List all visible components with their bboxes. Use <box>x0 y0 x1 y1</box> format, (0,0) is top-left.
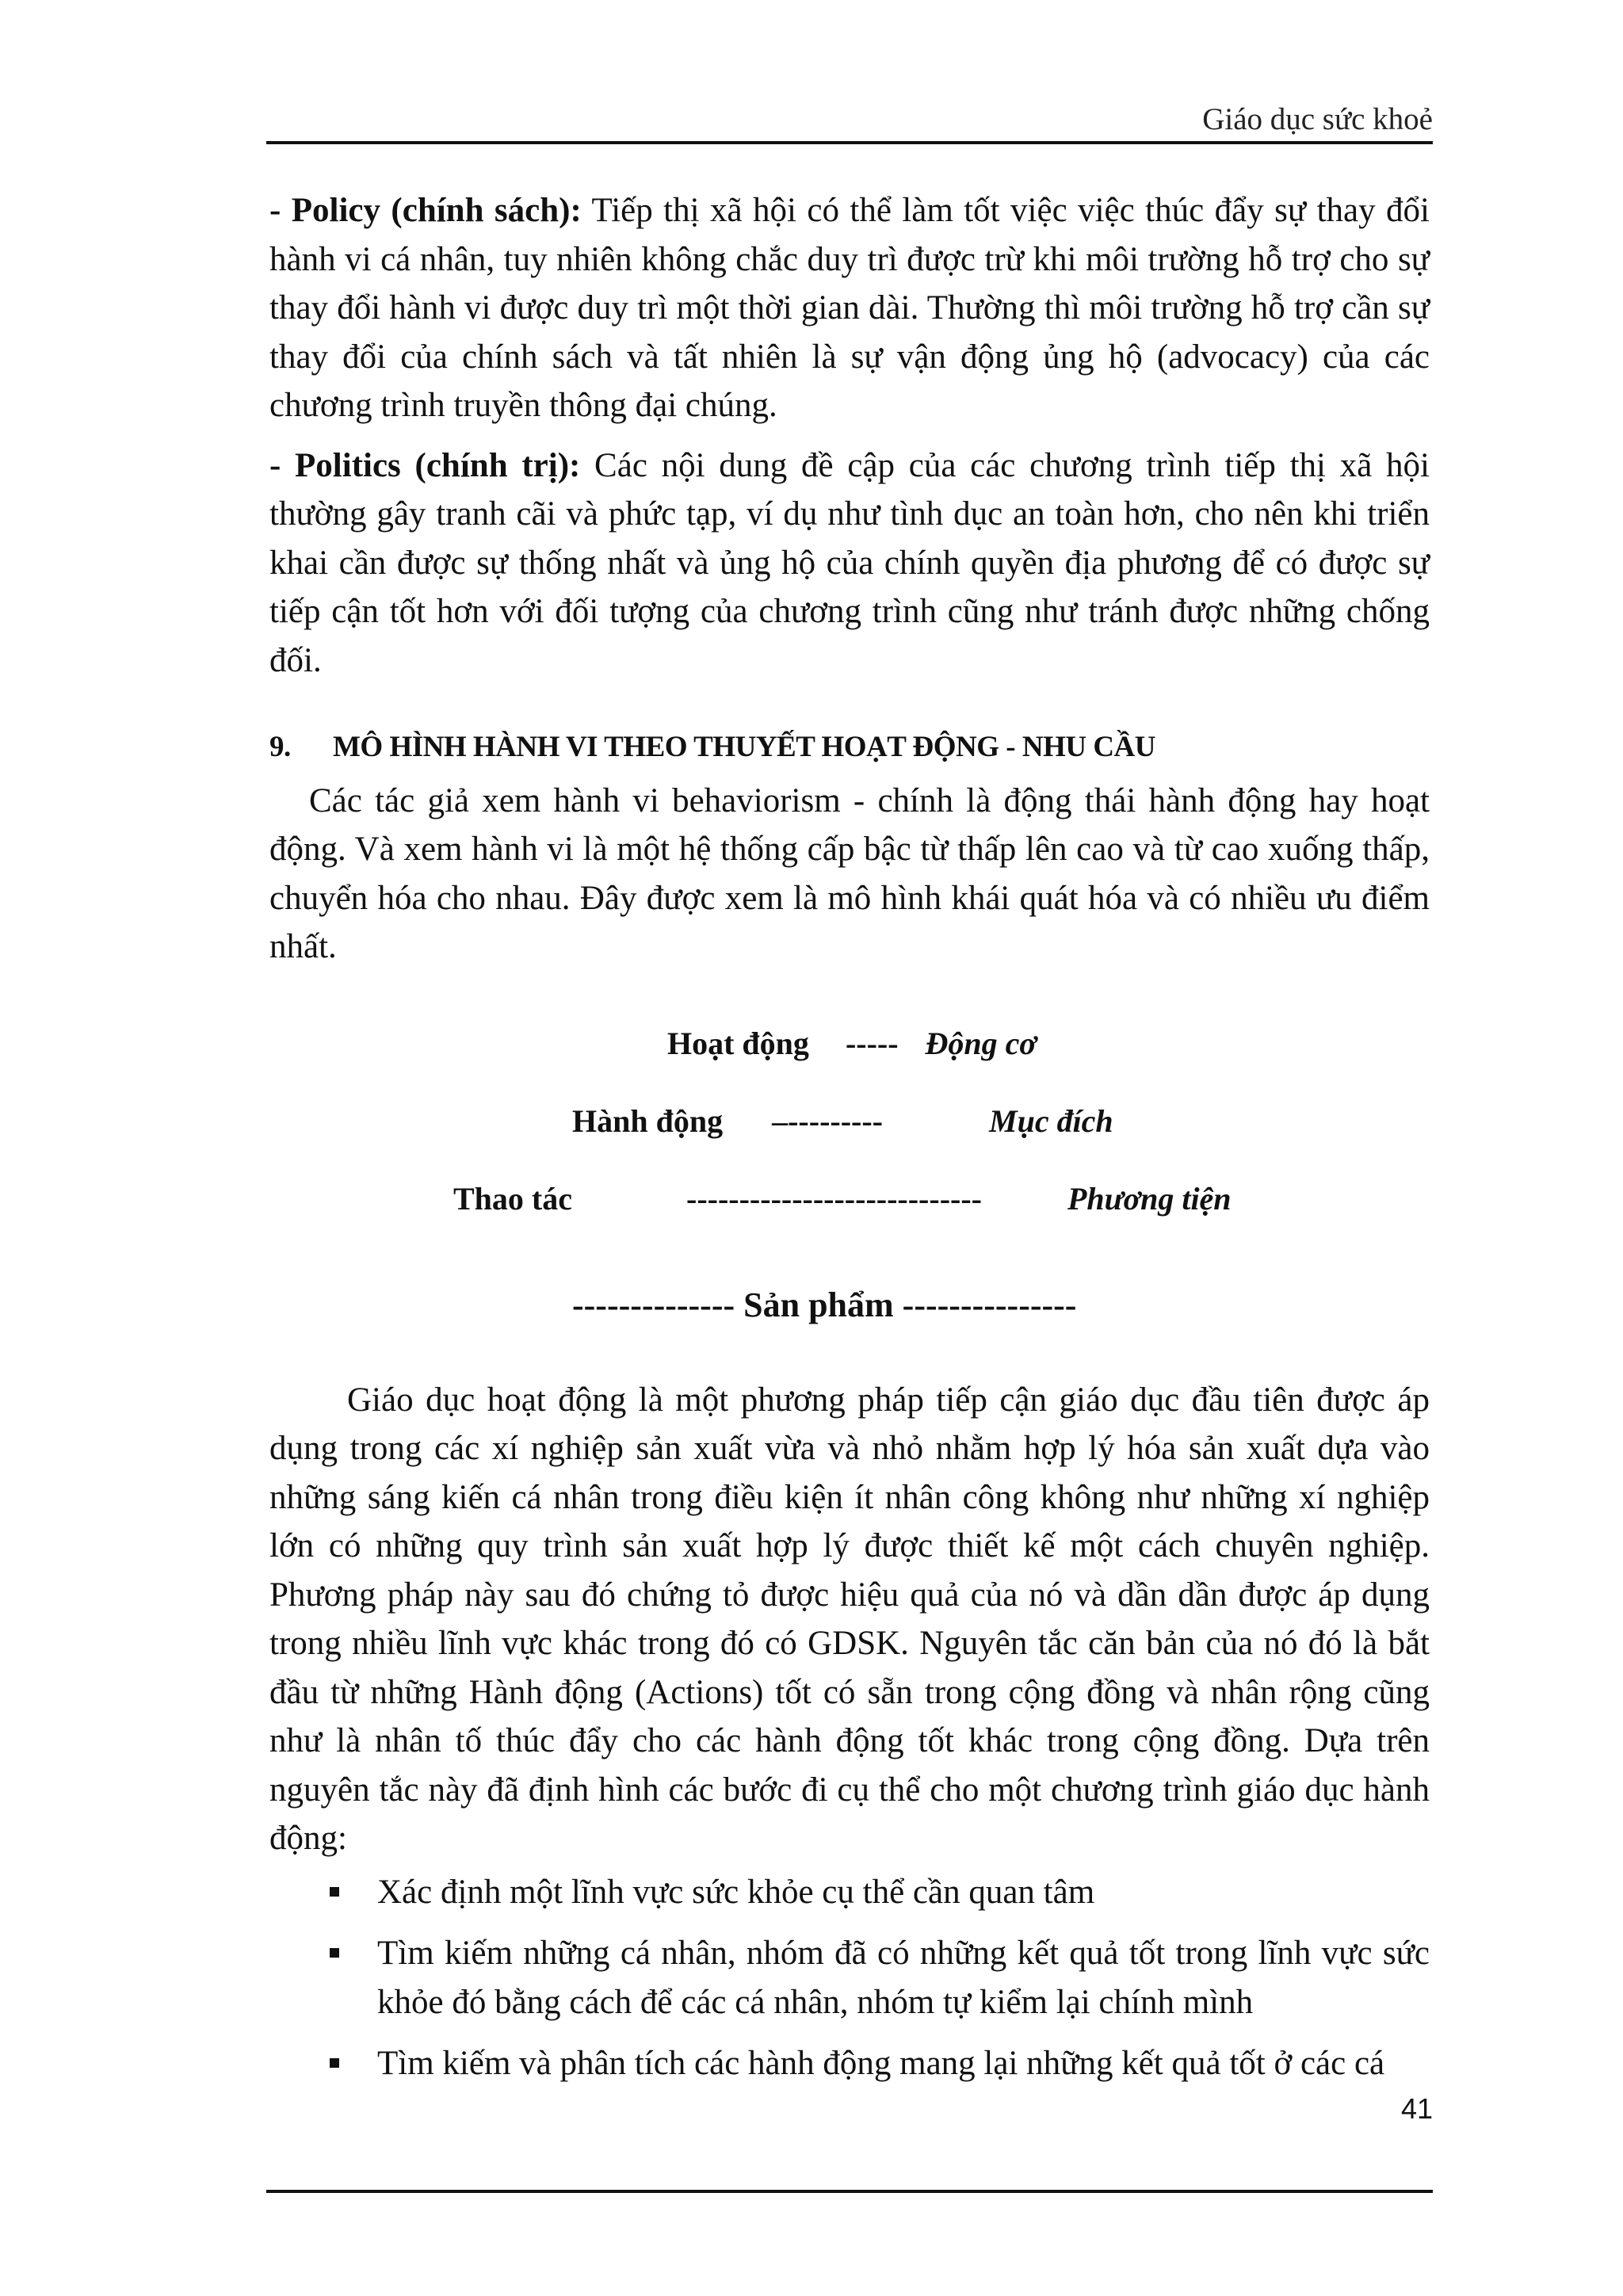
square-bullet-icon <box>330 1887 339 1897</box>
list-item <box>269 2039 1430 2088</box>
section-heading <box>269 723 1430 772</box>
politics-paragraph <box>269 441 1430 686</box>
politics-label: - Politics (chính trị): <box>269 446 581 484</box>
list-item-text: Tìm kiếm những cá nhân, nhóm đã có những kết quả tốt trong lĩnh vực sức khỏe đó bằng cách để các cá nhân, nhóm tự kiểm lại chính mình <box>377 1935 1430 2021</box>
diagram-operation-label: Thao tác <box>453 1180 572 1217</box>
steps-list <box>269 1868 1430 2088</box>
section-title: MÔ HÌNH HÀNH VI THEO THUYẾT HOẠT ĐỘNG - NHU CẦU <box>333 731 1155 763</box>
diagram-action-label: Hành động <box>572 1102 724 1139</box>
diagram-means-label: Phương tiện <box>1067 1180 1232 1217</box>
list-item <box>269 1868 1430 1917</box>
footer-divider <box>266 2190 1433 2193</box>
diagram-goal-label: Mục đích <box>989 1102 1113 1139</box>
policy-label: - Policy (chính sách): <box>269 192 582 229</box>
education-paragraph: Giáo dục hoạt động là một phương pháp tiếp cận giáo dục đầu tiên được áp dụng trong các xí nghiệp sản xuất vừa và nhỏ nhằm hợp lý hóa sản xuất dựa vào những sáng kiến cá nhân trong điều kiện ít nhân công không như những xí nghiệp lớn có những quy trình sản xuất hợp lý được thiết kế một cách chuyên nghiệp. Phương pháp này sau đó chứng tỏ được hiệu quả của nó và dần dần được áp dụng trong nhiều lĩnh vực khác trong đó có GDSK. Nguyên tắc căn bản của nó đó là bắt đầu từ những Hành động (Actions) tốt có sẵn trong cộng đồng và nhân rộng cũng như là nhân tố thúc đẩy cho các hành động tốt khác trong cộng đồng. Dựa trên nguyên tắc này đã định hình các bước đi cụ thể cho một chương trình giáo dục hành động: <box>269 1381 1430 1857</box>
list-item-text: Xác định một lĩnh vực sức khỏe cụ thể cần quan tâm <box>377 1873 1095 1911</box>
diagram-product-line: -------------- Sản phẩm --------------- <box>572 1285 1077 1324</box>
square-bullet-icon <box>330 1948 339 1958</box>
section-number: 9. <box>269 731 291 763</box>
list-item-text: Tìm kiếm và phân tích các hành động mang lại những kết quả tốt ở các cá <box>377 2045 1385 2082</box>
section-intro: Các tác giả xem hành vi behaviorism - chính là động thái hành động hay hoạt động. Và xem hành vi là một hệ thống cấp bậc từ thấp lên cao và từ cao xuống thấp, chuyển hóa cho nhau. Đây được xem là mô hình khái quát hóa và có nhiều ưu điểm nhất. <box>269 781 1430 965</box>
diagram-row-action <box>572 1097 1113 1146</box>
diagram-activity-dashes: ----- <box>845 1025 899 1061</box>
policy-text: Tiếp thị xã hội có thể làm tốt việc việc thúc đẩy sự thay đổi hành vi cá nhân, tuy nhiên không chắc duy trì được trừ khi môi trường hỗ trợ cho sự thay đổi hành vi được duy trì một thời gian dài. Thường thì môi trường hỗ trợ cần sự thay đổi của chính sách và tất nhiên là sự vận động ủng hộ (advocacy) của các chương trình truyền thông đại chúng. <box>269 192 1430 424</box>
diagram-activity-label: Hoạt động <box>667 1025 809 1061</box>
square-bullet-icon <box>330 2058 339 2068</box>
page-number: 41 <box>1400 2092 1433 2125</box>
politics-text: Các nội dung đề cập của các chương trình tiếp thị xã hội thường gây tranh cãi và phức tạp, ví dụ như tình dục an toàn hơn, cho nên khi triển khai cần được sự thống nhất và ủng hộ của chính quyền địa phương để có được sự tiếp cận tốt hơn với đối tượng của chương trình cũng như tránh được những chống đối. <box>269 446 1430 679</box>
diagram-action-dashes: –--------- <box>772 1102 883 1139</box>
diagram-motive-label: Động cơ <box>925 1025 1037 1061</box>
diagram-row-operation <box>453 1175 1232 1224</box>
header-title: Giáo dục sức khoẻ <box>1202 102 1433 136</box>
list-item <box>269 1929 1430 2027</box>
activity-diagram <box>269 1019 1430 1376</box>
diagram-row-activity <box>667 1019 1037 1068</box>
page-body <box>269 186 1430 2101</box>
diagram-operation-dashes: ---------------------------- <box>686 1180 982 1217</box>
policy-paragraph <box>269 186 1430 430</box>
header-divider <box>266 141 1433 144</box>
